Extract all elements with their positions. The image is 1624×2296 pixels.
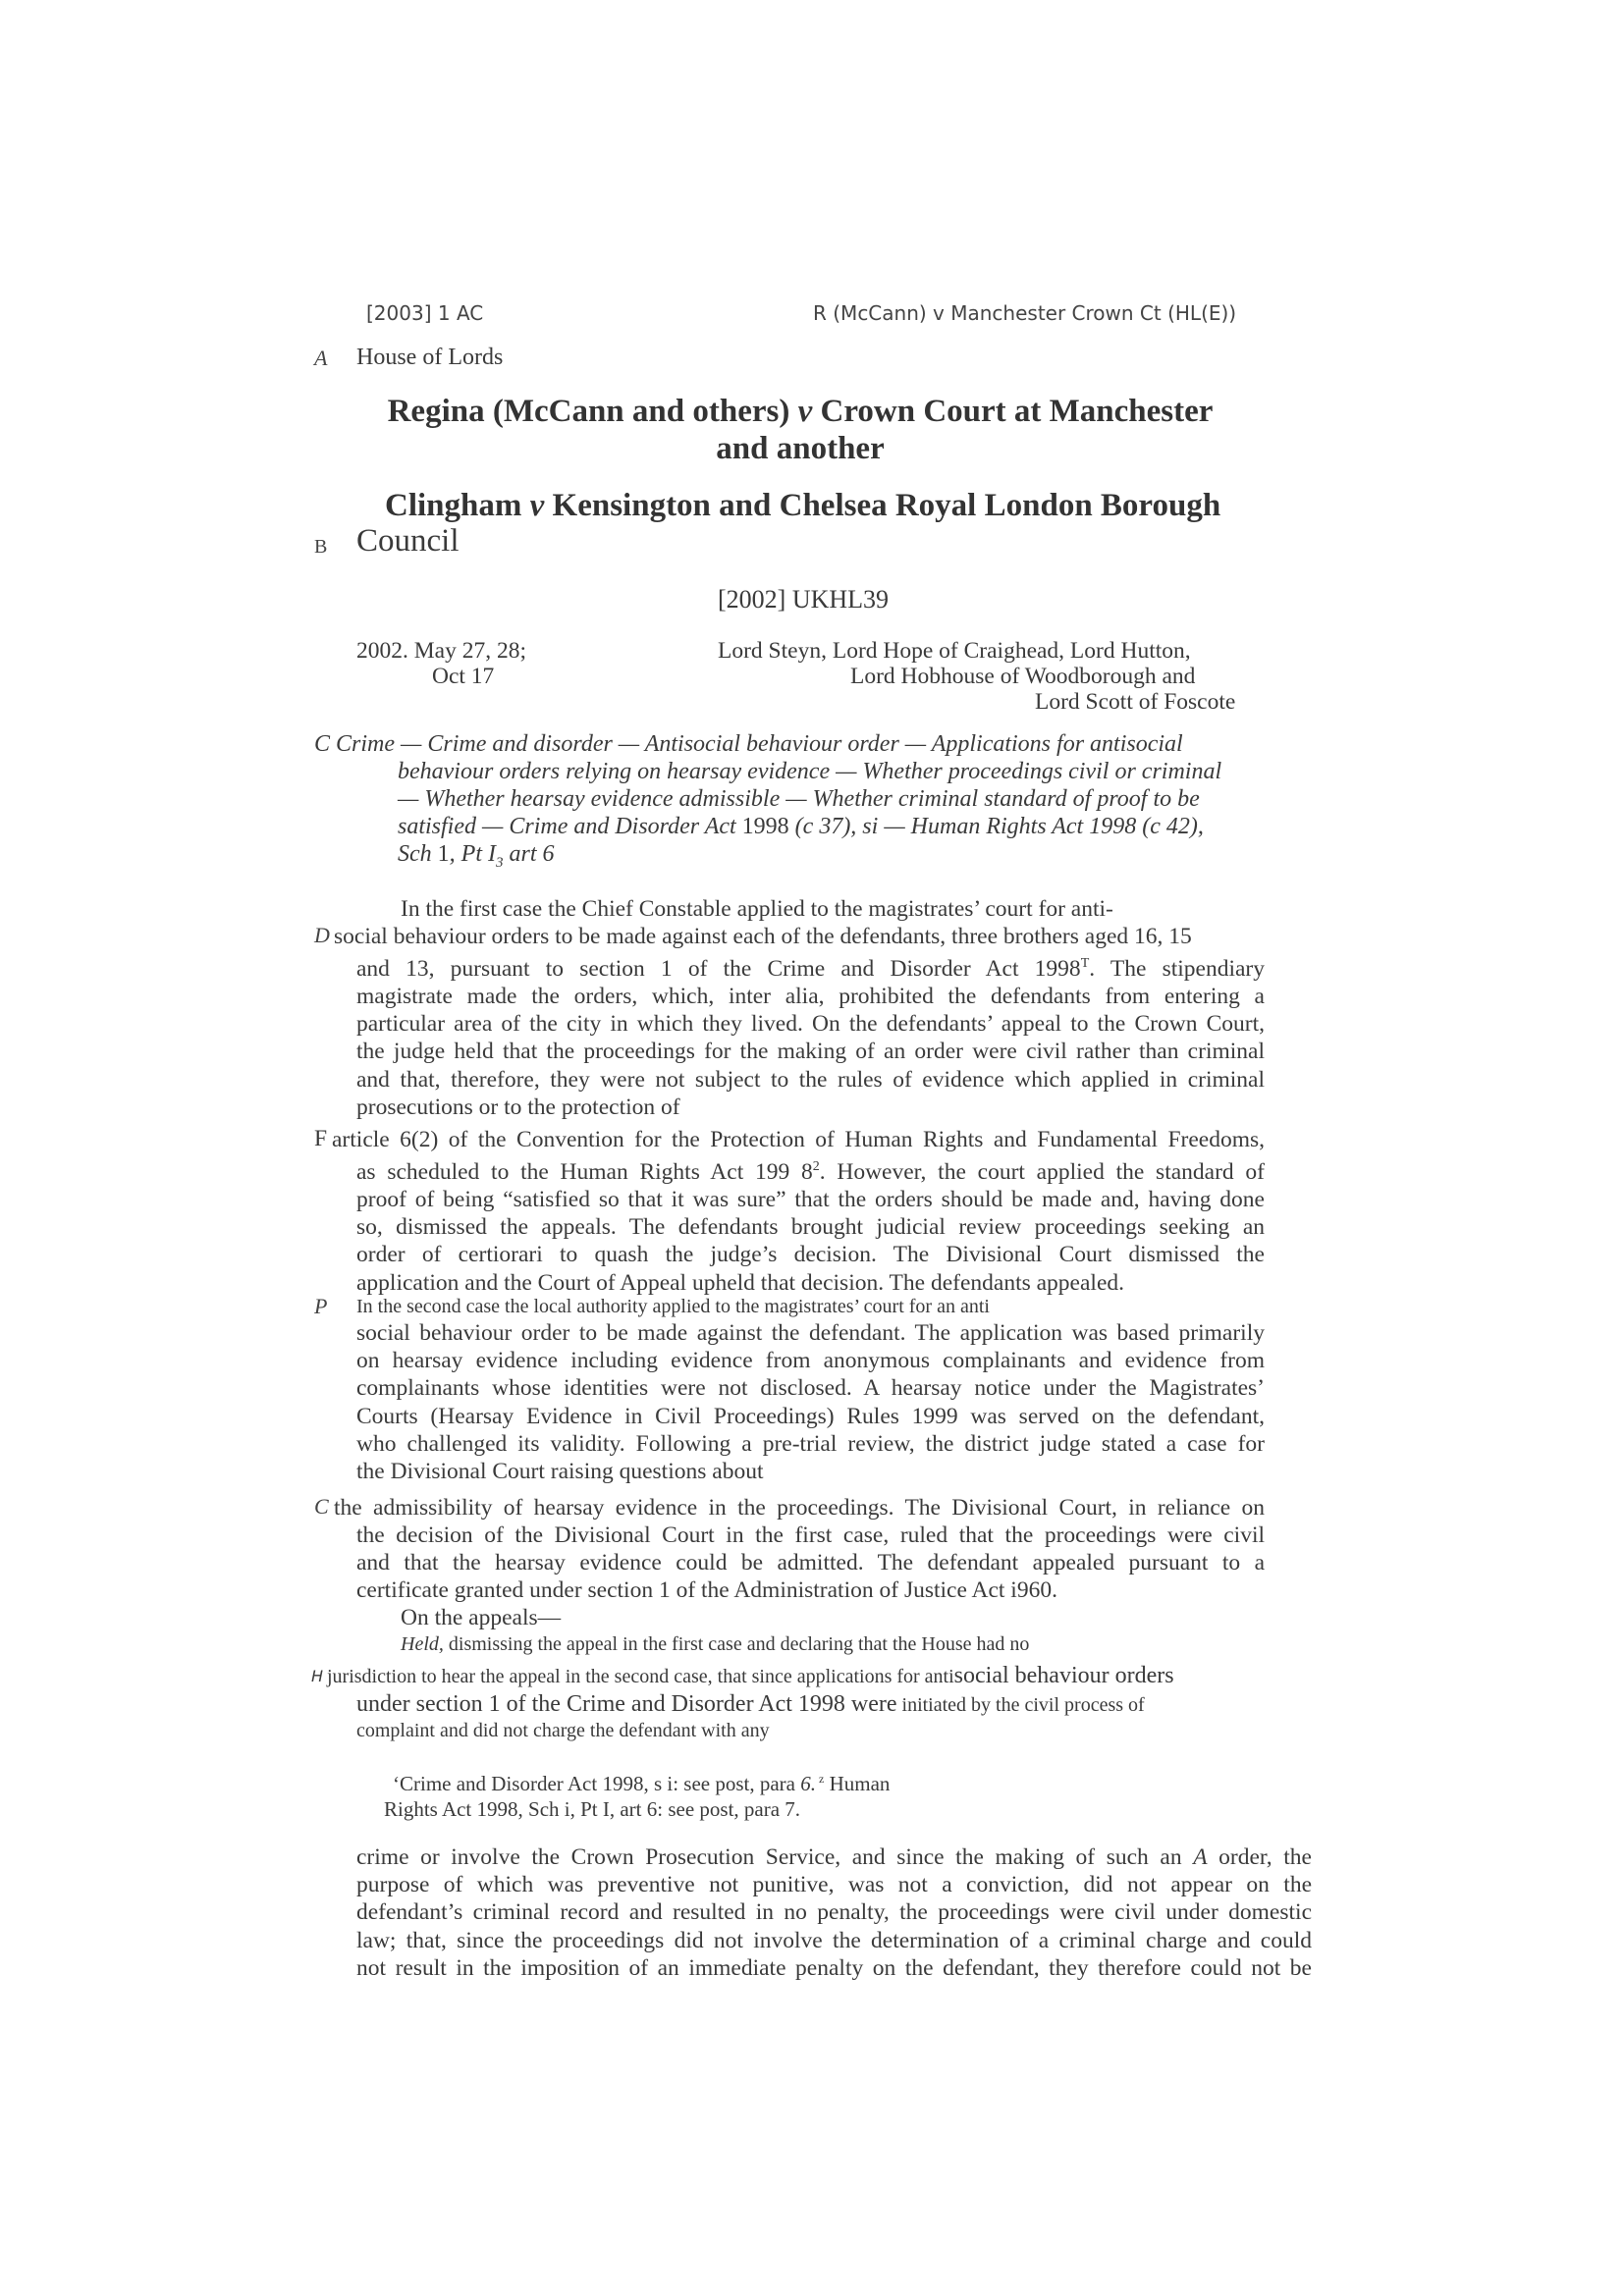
margin-letter-a: A [314, 346, 328, 370]
headnote-para4-body: the decision of the Divisional Court in the first case, ruled that the proceedings were civil and that the hearsay evidence could be admitted. The defendant appealed pursuant to a certificate granted under section 1 of the Administration of Justice Act i960. [356, 1522, 1265, 1604]
case-title-2: Clingham v Kensington and Chelsea Royal London Borough [385, 488, 1221, 523]
margin-letter-p: P [314, 1294, 328, 1318]
held-line2: jurisdiction to hear the appeal in the second case, that since applications for antisocial behaviour orders [327, 1663, 1174, 1688]
on-the-appeals: On the appeals— [401, 1605, 562, 1630]
headnote-para1-body: and 13, pursuant to section 1 of the Crime and Disorder Act $1998^T$. The stipendiary magistrate made the orders, which, inter alia, prohibited the defendants from entering a particular area of the city in which they lived. On the defendants’ appeal to the Crown Court, the judge held that the proceedings for the making of an order were civil rather than criminal and that, therefore, they were not subject to the rules of evidence which applied in criminal prosecutions or to the protection of [356, 955, 1265, 1120]
headnote-para2-body: as scheduled to the Human Rights Act 199 $8^2$. However, the court applied the standard of proof of being “satisfied so that it was sure” that the orders should be made and, having done so, dismissed the appeals. The defendants brought judicial review proceedings seeking an order of certiorari to quash the judge’s decision. The Divisional Court dismissed the application and the Court of Appeal upheld that decision. The defendants appealed. [356, 1158, 1265, 1296]
hearing-dates-line1: 2002. May 27, 28; [356, 638, 526, 664]
footnote-line2: Rights Act 1998, Sch i, Pt I, art 6: see post, para 7. [384, 1797, 801, 1821]
margin-letter-f: F [314, 1126, 328, 1151]
headnote-para1-line1: In the first case the Chief Constable applied to the magistrates’ court for anti- [401, 896, 1113, 922]
headnote-para2-line1: article 6(2) of the Convention for the Protection of Human Rights and Fundamental Freedoms, [332, 1127, 1265, 1152]
held-line1: Held, dismissing the appeal in the first case and declaring that the House had no [401, 1633, 1030, 1655]
margin-letter-h: H [311, 1667, 324, 1685]
margin-letter-d: D [314, 923, 330, 947]
judges-line3: Lord Scott of Foscote [1035, 689, 1236, 715]
footnote-line1: ‘Crime and Disorder Act 1998, s i: see post, para 6. $^z$ Human [393, 1772, 891, 1795]
judges-line1: Lord Steyn, Lord Hope of Craighead, Lord Hutton, [718, 638, 1191, 664]
hearing-dates-line2: Oct 17 [432, 664, 495, 689]
running-head-citation: [2003] 1 AC [366, 301, 484, 325]
held-line4: complaint and did not charge the defendant with any [356, 1720, 770, 1741]
headnote-para3-line1: In the second case the local authority applied to the magistrates’ court for an anti [356, 1296, 990, 1317]
held-line3: under section 1 of the Crime and Disorder Act 1998 were initiated by the civil process of [356, 1691, 1145, 1717]
margin-letter-c2: C [314, 1494, 329, 1519]
headnote-para3-body: social behaviour order to be made against the defendant. The application was based primarily on hearsay evidence including evidence from anonymous complainants and evidence from complainants whose identities were not disclosed. A hearsay notice under the Magistrates’ Courts (Hearsay Evidence in Civil Proceedings) Rules 1999 was served on the defendant, who challenged its validity. Following a pre-trial review, the district judge stated a case for the Divisional Court raising questions about [356, 1320, 1265, 1485]
margin-letter-b: B [314, 536, 328, 558]
court-name: House of Lords [356, 345, 504, 370]
case-title-1: Regina (McCann and others) v Crown Court at Manchester and another [387, 394, 1214, 466]
headnote-para4-line1: the admissibility of hearsay evidence in the proceedings. The Divisional Court, in reliance on [334, 1495, 1265, 1521]
margin-letter-c: C [314, 731, 331, 757]
case-title-2-line2: Council [356, 523, 460, 559]
held-continuation: crime or involve the Crown Prosecution Service, and since the making of such an A order, the purpose of which was preventive not punitive, was not a conviction, did not appear on the defendant’s criminal record and resulted in no penalty, the proceedings were civil under domestic law; that, since the proceedings did not involve the determination of a criminal charge and could not result in the imposition of an immediate penalty on the defendant, they therefore could not be [356, 1844, 1312, 1981]
headnote-para1-line2: social behaviour orders to be made against each of the defendants, three brothers aged 16, 15 [334, 924, 1192, 949]
neutral-citation: [2002] UKHL39 [718, 585, 890, 614]
running-head-case: R (McCann) v Manchester Crown Ct (HL(E)) [813, 301, 1237, 325]
judges-line2: Lord Hobhouse of Woodborough and [850, 664, 1196, 689]
catchwords: C Crime — Crime and disorder — Antisocial behaviour order — Applications for antisocial behaviour orders relying on hearsay evidence — Whether proceedings civil or criminal — Whether hearsay evidence admissible — Whether criminal standard of proof to be satisfied — Crime and Disorder Act 1998 (c 37), si — Human Rights Act 1998 (c 42), Sch 1, Pt $I_3$ art 6 [314, 731, 1222, 871]
margin-letter-a2: A [1193, 1844, 1208, 1870]
